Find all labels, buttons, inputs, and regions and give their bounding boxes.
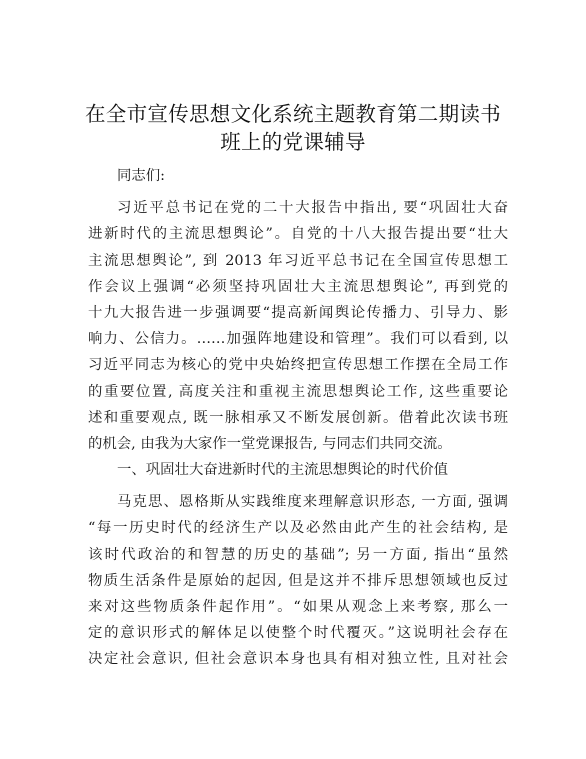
paragraph-1 [88,195,508,457]
paragraph-line: “每一历史时代的经济生产以及必然由此产生的社会结构, 是 [88,520,508,537]
paragraph-line: 习近平同志为核心的党中央始终把宣传思想工作摆在全局工作 [88,357,508,374]
paragraph-line: 主流思想舆论”, 到 2013 年习近平总书记在全国宣传思想工 [88,252,508,269]
paragraph-line: 的重要位置, 高度关注和重视主流思想舆论工作, 这些重要论 [88,383,508,400]
title-line-2: 班上的党课辅导 [220,130,366,154]
paragraph-line: 该时代政治的和智慧的历史的基础”; 另一方面, 指出“虽然 [88,546,508,563]
paragraph-line: 来对这些物质条件起作用”。“如果从观念上来考察, 那么一 [88,599,508,615]
paragraph-line: 决定社会意识, 但社会意识本身也具有相对独立性, 且对社会 [88,651,508,668]
salutation: 同志们: [117,168,166,184]
paragraph-line: 马克思、恩格斯从实践维度来理解意识形态, 一方面, 强调 [117,494,508,511]
section-heading-1: 一、巩固壮大奋进新时代的主流思想舆论的时代价值 [117,462,448,479]
paragraph-line: 述和重要观点, 既一脉相承又不断发展创新。借着此次读书班 [88,409,508,426]
paragraph-line: 的机会, 由我为大家作一堂党课报告, 与同志们共同交流。 [88,435,452,452]
paragraph-line: 响力、公信力。……加强阵地建设和管理”。我们可以看到, 以 [88,331,508,348]
paragraph-line: 十九大报告进一步强调要“提高新闻舆论传播力、引导力、影 [88,304,508,321]
paragraph-line: 习近平总书记在党的二十大报告中指出, 要“巩固壮大奋 [117,200,508,217]
paragraph-line: 物质生活条件是原始的起因, 但是这并不排斥思想领域也反过 [88,572,508,589]
paragraph-line: 进新时代的主流思想舆论”。自党的十八大报告提出要“壮大 [88,226,508,243]
paragraph-line: 定的意识形式的解体足以使整个时代覆灭。”这说明社会存在 [88,625,508,642]
title-line-1: 在全市宣传思想文化系统主题教育第二期读书 [85,102,501,126]
paragraph-2 [88,489,508,672]
paragraph-line: 作会议上强调“必须坚持巩固壮大主流思想舆论”, 再到党的 [88,278,508,295]
document-body [88,163,508,673]
document-title [60,100,526,156]
